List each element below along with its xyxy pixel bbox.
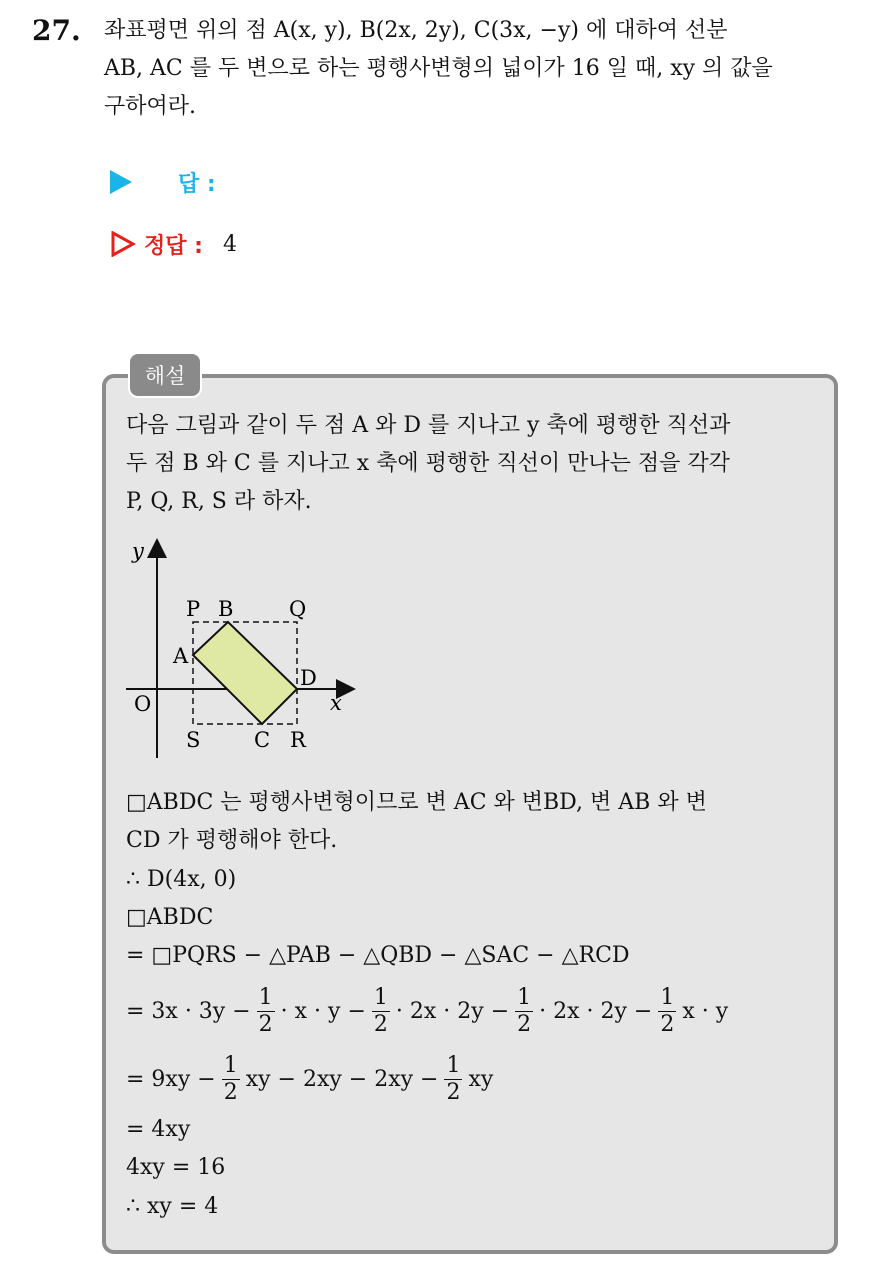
fraction-numerator: 1 xyxy=(373,984,388,1010)
key-row xyxy=(110,226,237,262)
fraction-denominator: 2 xyxy=(258,1011,273,1037)
fraction-denominator: 2 xyxy=(446,1079,461,1105)
x-axis-label: x xyxy=(330,691,342,715)
fraction-half xyxy=(515,985,533,1038)
eq-term: · 2x · 2y − xyxy=(395,998,510,1024)
question-line: 좌표평면 위의 점 A(x, y), B(2x, 2y), C(3x, −y) 에 대하여 선분 xyxy=(104,18,728,43)
point-label-r: R xyxy=(290,728,306,752)
fraction-half xyxy=(257,985,275,1038)
fraction-half xyxy=(658,985,676,1038)
eq-term: = 9xy − xyxy=(126,1066,216,1092)
eq-term: · 2x · 2y − xyxy=(539,998,653,1024)
answer-label: 답 : xyxy=(178,171,216,197)
fraction-numerator: 1 xyxy=(223,1052,238,1078)
question-line: 구하여라. xyxy=(104,94,197,119)
fraction-denominator: 2 xyxy=(660,1011,675,1037)
solution-intro-line: 다음 그림과 같이 두 점 A 와 D 를 지나고 y 축에 평행한 직선과 xyxy=(126,413,731,438)
point-label-s: S xyxy=(186,728,201,752)
question-text xyxy=(104,12,864,126)
solution-line: = 4xy xyxy=(126,1117,191,1142)
solution-line: □ABDC xyxy=(126,905,214,930)
eq-term: = 3x · 3y − xyxy=(126,998,251,1024)
outline-triangle-icon xyxy=(110,231,136,257)
equation-line-2 xyxy=(126,1048,493,1110)
coordinate-figure xyxy=(118,530,368,770)
origin-label: O xyxy=(134,692,152,716)
fraction-half xyxy=(222,1053,240,1106)
eq-term: · x · y − xyxy=(280,998,366,1024)
question-line: AB, AC 를 두 변으로 하는 평행사변형의 넓이가 16 일 때, xy 의 값을 xyxy=(104,56,773,81)
key-value: 4 xyxy=(222,231,237,257)
answer-row xyxy=(110,164,216,200)
question-number: 27. xyxy=(32,14,81,47)
solution-tag: 해설 xyxy=(128,352,202,398)
solution-line: ∴ xy = 4 xyxy=(126,1194,219,1219)
key-label: 정답 : xyxy=(144,233,203,259)
fraction-numerator: 1 xyxy=(517,984,532,1010)
eq-term: x · y xyxy=(682,998,729,1024)
fraction-denominator: 2 xyxy=(373,1011,388,1037)
solution-intro-line: P, Q, R, S 라 하자. xyxy=(126,489,312,514)
equation-line-1 xyxy=(126,980,728,1042)
fraction-half xyxy=(372,985,390,1038)
point-label-q: Q xyxy=(289,597,307,621)
parallelogram-abdc xyxy=(193,622,297,724)
solution-line: □ABDC 는 평행사변형이므로 변 AC 와 변BD, 변 AB 와 변 xyxy=(126,790,707,815)
fraction-numerator: 1 xyxy=(446,1052,461,1078)
point-label-p: P xyxy=(186,597,201,621)
solution-line: 4xy = 16 xyxy=(126,1155,226,1180)
solution-line: CD 가 평행해야 한다. xyxy=(126,828,338,853)
point-label-b: B xyxy=(218,597,234,621)
eq-term: xy xyxy=(468,1066,494,1092)
fraction-denominator: 2 xyxy=(223,1079,238,1105)
play-triangle-icon xyxy=(110,170,132,194)
y-axis-label: y xyxy=(132,539,144,563)
solution-line: = □PQRS − △PAB − △QBD − △SAC − △RCD xyxy=(126,943,630,968)
fraction-denominator: 2 xyxy=(517,1011,532,1037)
point-label-c: C xyxy=(254,728,271,752)
point-label-d: D xyxy=(300,666,317,690)
eq-term: xy − 2xy − 2xy − xyxy=(245,1066,439,1092)
solution-intro xyxy=(126,407,826,521)
fraction-half xyxy=(444,1053,462,1106)
solution-line: ∴ D(4x, 0) xyxy=(126,867,237,892)
fraction-numerator: 1 xyxy=(258,984,273,1010)
point-label-a: A xyxy=(173,644,189,668)
solution-intro-line: 두 점 B 와 C 를 지나고 x 축에 평행한 직선이 만나는 점을 각각 xyxy=(126,451,730,476)
fraction-numerator: 1 xyxy=(660,984,675,1010)
